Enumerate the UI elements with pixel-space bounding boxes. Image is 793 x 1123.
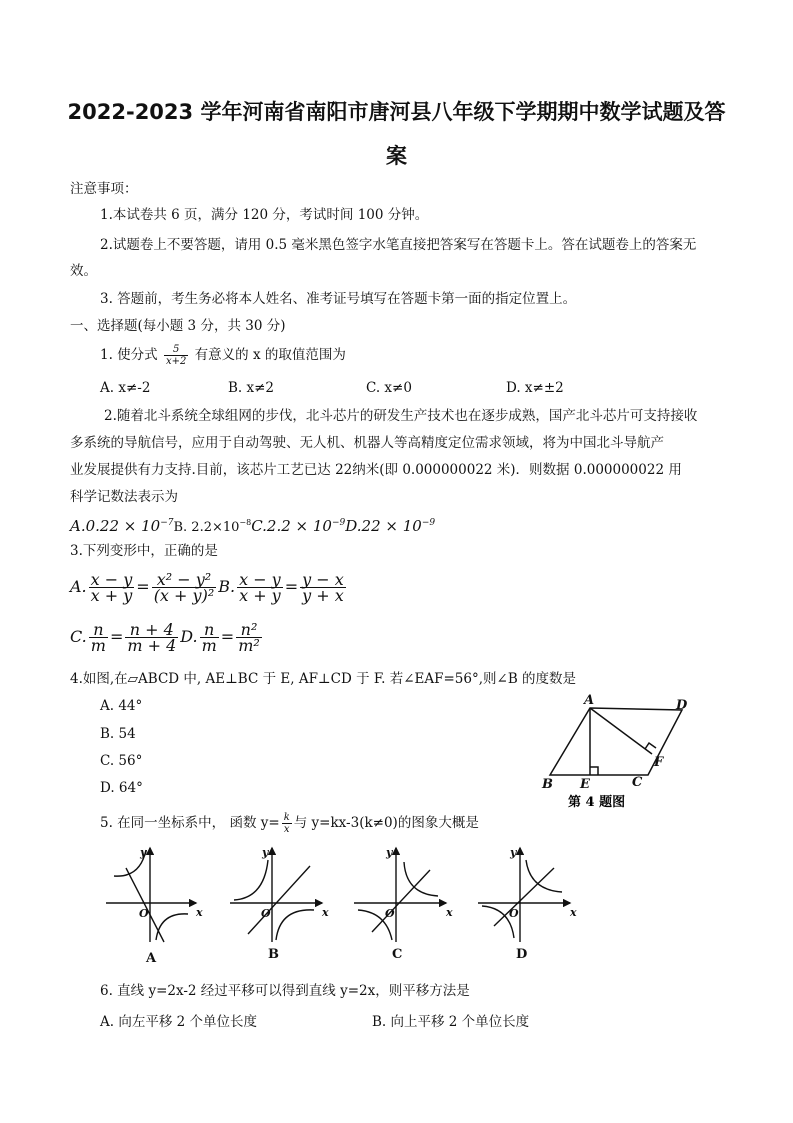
graph-c-label: C <box>392 947 403 962</box>
question-3-c-left-num: n <box>89 622 108 638</box>
question-3-option-d-left <box>200 622 219 653</box>
question-2-options <box>70 514 435 537</box>
question-3-b-left-den: x + y <box>239 586 281 605</box>
graph-d-y-label: y <box>510 846 517 859</box>
graph-d <box>478 848 570 942</box>
segment-af <box>590 708 652 754</box>
question-1-prefix: 1. 使分式 <box>100 347 158 363</box>
question-1-option-d: D. x≠±2 <box>506 380 564 396</box>
question-5-graphs <box>100 842 590 967</box>
question-1-suffix: 有意义的 x 的取值范围为 <box>194 347 346 363</box>
question-5-fraction <box>282 812 292 835</box>
question-3-options-ab <box>70 570 348 604</box>
question-5-suffix: 与 y=kx-3(k≠0)的图象大概是 <box>293 815 479 831</box>
graph-d-origin: O <box>509 907 519 920</box>
question-2-line-1: 2.随着北斗系统全球组网的步伐，北斗芯片的研发生产技术也在逐步成熟，国产北斗芯片可支持接收 <box>104 408 698 424</box>
section-1-heading: 一、选择题(每小题 3 分，共 30 分) <box>70 318 286 334</box>
question-3-stem: 3.下列变形中，正确的是 <box>70 543 218 559</box>
graph-a-label: A <box>146 951 157 966</box>
question-3-a-right-den: (x + y)² <box>153 586 215 605</box>
graph-c <box>354 848 446 942</box>
question-3-a-equals: = <box>136 577 150 596</box>
question-6-option-a: A. 向左平移 2 个单位长度 <box>100 1014 258 1030</box>
point-e-label: E <box>580 777 590 792</box>
question-3-options-cd <box>70 620 264 654</box>
notice-item-1: 1.本试卷共 6 页，满分 120 分，考试时间 100 分钟。 <box>100 207 429 223</box>
graph-a-x-label: x <box>196 906 203 919</box>
graph-d-label: D <box>516 947 528 962</box>
question-3-option-d-right <box>236 622 262 653</box>
question-5-frac-num: k <box>283 812 290 823</box>
question-3-option-c-left <box>89 622 108 653</box>
graph-b-x-label: x <box>322 906 329 919</box>
question-2-line-3: 业发展提供有力支持.目前，该芯片工艺已达 22纳米(即 0.000000022 米)．则数据 0.000000022 用 <box>70 462 682 478</box>
point-c-label: C <box>632 775 643 790</box>
question-3-c-right-num: n + 4 <box>125 622 178 638</box>
graph-c-x-label: x <box>446 906 453 919</box>
graph-a-y-label: y <box>140 846 147 859</box>
notice-item-2a: 2.试题卷上不要答题，请用 0.5 毫米黑色签字水笔直接把答案写在答题卡上。答在试题卷上的答案无 <box>100 237 697 253</box>
question-3-d-left-num: n <box>200 622 219 638</box>
question-4-option-b: B. 54 <box>100 726 136 742</box>
question-3-option-c-label: C. <box>70 627 87 646</box>
notice-item-2b: 效。 <box>70 263 97 279</box>
graph-c-origin: O <box>385 907 395 920</box>
question-3-b-right-num: y − x <box>302 570 344 589</box>
question-2-option-b-exp: −8 <box>239 518 252 527</box>
question-4-figure <box>538 692 708 812</box>
point-b-label: B <box>542 777 553 792</box>
right-angle-e-mark <box>590 767 598 775</box>
question-3-b-equals: = <box>284 577 299 596</box>
question-2-option-c-exp: −9 <box>331 518 346 528</box>
notice-item-3: 3. 答题前，考生务必将本人姓名、准考证号填写在答题卡第一面的指定位置上。 <box>100 291 577 307</box>
question-2-option-c: C.2.2 × 10 <box>251 517 332 535</box>
question-3-option-b-label: B. <box>218 577 236 596</box>
question-1-option-c: C. x≠0 <box>366 380 412 396</box>
question-1-frac-num: 5 <box>164 344 188 356</box>
graph-b-origin: O <box>261 907 271 920</box>
graph-c-y-label: y <box>386 846 393 859</box>
question-3-b-right-den: y + x <box>302 586 344 605</box>
question-5-prefix: 5. 在同一坐标系中， 函数 y= <box>100 815 280 831</box>
graph-d-x-label: x <box>570 906 577 919</box>
question-3-option-b-right <box>300 572 346 603</box>
question-3-c-right-den: m + 4 <box>127 636 177 655</box>
question-3-a-left-num: x − y <box>90 570 133 589</box>
question-3-d-right-den: m² <box>238 636 260 655</box>
question-1-frac-den: x+2 <box>165 356 187 367</box>
question-3-option-a-label: A. <box>70 577 87 596</box>
question-5-frac-den: x <box>283 824 290 835</box>
question-2-option-b: B. 2.2×10 <box>173 520 240 535</box>
question-2-option-d: D.22 × 10 <box>345 517 422 535</box>
question-3-d-left-den: m <box>201 636 217 655</box>
question-2-option-a-exp: −7 <box>160 518 174 528</box>
question-4-stem: 4.如图,在▱ABCD 中, AE⊥BC 于 E, AF⊥CD 于 F. 若∠EAF=56°,则∠B 的度数是 <box>70 671 577 687</box>
question-3-a-right-num: x² − y² <box>152 572 217 588</box>
question-6-option-b: B. 向上平移 2 个单位长度 <box>372 1014 530 1030</box>
question-3-option-b-left <box>237 572 283 603</box>
question-3-option-a-right <box>152 572 217 603</box>
point-a-label: A <box>584 693 595 708</box>
page-title-line2: 案 <box>386 144 407 168</box>
right-angle-f-mark <box>645 743 656 749</box>
question-4-option-d: D. 64° <box>100 780 143 796</box>
graph-b-label: B <box>268 947 279 962</box>
question-3-c-left-den: m <box>90 636 106 655</box>
question-3-d-right-num: n² <box>236 622 262 638</box>
question-1-option-a: A. x≠-2 <box>100 380 151 396</box>
graph-b-y-label: y <box>262 846 269 859</box>
question-1-stem <box>100 344 346 367</box>
graph-a-origin: O <box>139 907 149 920</box>
question-3-a-left-den: x + y <box>90 586 133 605</box>
question-3-option-d-label: D. <box>180 627 198 646</box>
question-1-fraction <box>164 344 188 367</box>
question-5-stem <box>100 812 479 835</box>
point-d-label: D <box>676 698 688 713</box>
question-1-option-b: B. x≠2 <box>228 380 275 396</box>
graph-b <box>230 848 322 942</box>
point-f-label: F <box>654 755 664 770</box>
question-4-figure-caption: 第 4 题图 <box>568 795 626 810</box>
page-title-line1: 2022-2023 学年河南省南阳市唐河县八年级下学期期中数学试题及答 <box>67 100 726 124</box>
question-3-c-equals: = <box>109 627 124 646</box>
question-3-option-c-right <box>125 622 178 653</box>
question-3-option-a-left <box>89 572 135 603</box>
question-3-b-left-num: x − y <box>239 570 281 589</box>
question-6-stem: 6. 直线 y=2x-2 经过平移可以得到直线 y=2x，则平移方法是 <box>100 983 470 999</box>
question-2-line-2: 多系统的导航信号，应用于自动驾驶、无人机、机器人等高精度定位需求领域，将为中国北斗导航产 <box>70 435 664 451</box>
question-4-option-c: C. 56° <box>100 753 143 769</box>
question-3-d-equals: = <box>220 627 235 646</box>
question-2-option-d-exp: −9 <box>421 518 436 528</box>
question-4-option-a: A. 44° <box>100 698 143 714</box>
graph-a <box>106 848 196 942</box>
notice-heading: 注意事项： <box>70 181 138 197</box>
question-2-line-4: 科学记数法表示为 <box>70 489 178 505</box>
question-2-option-a: A.0.22 × 10 <box>70 517 161 535</box>
